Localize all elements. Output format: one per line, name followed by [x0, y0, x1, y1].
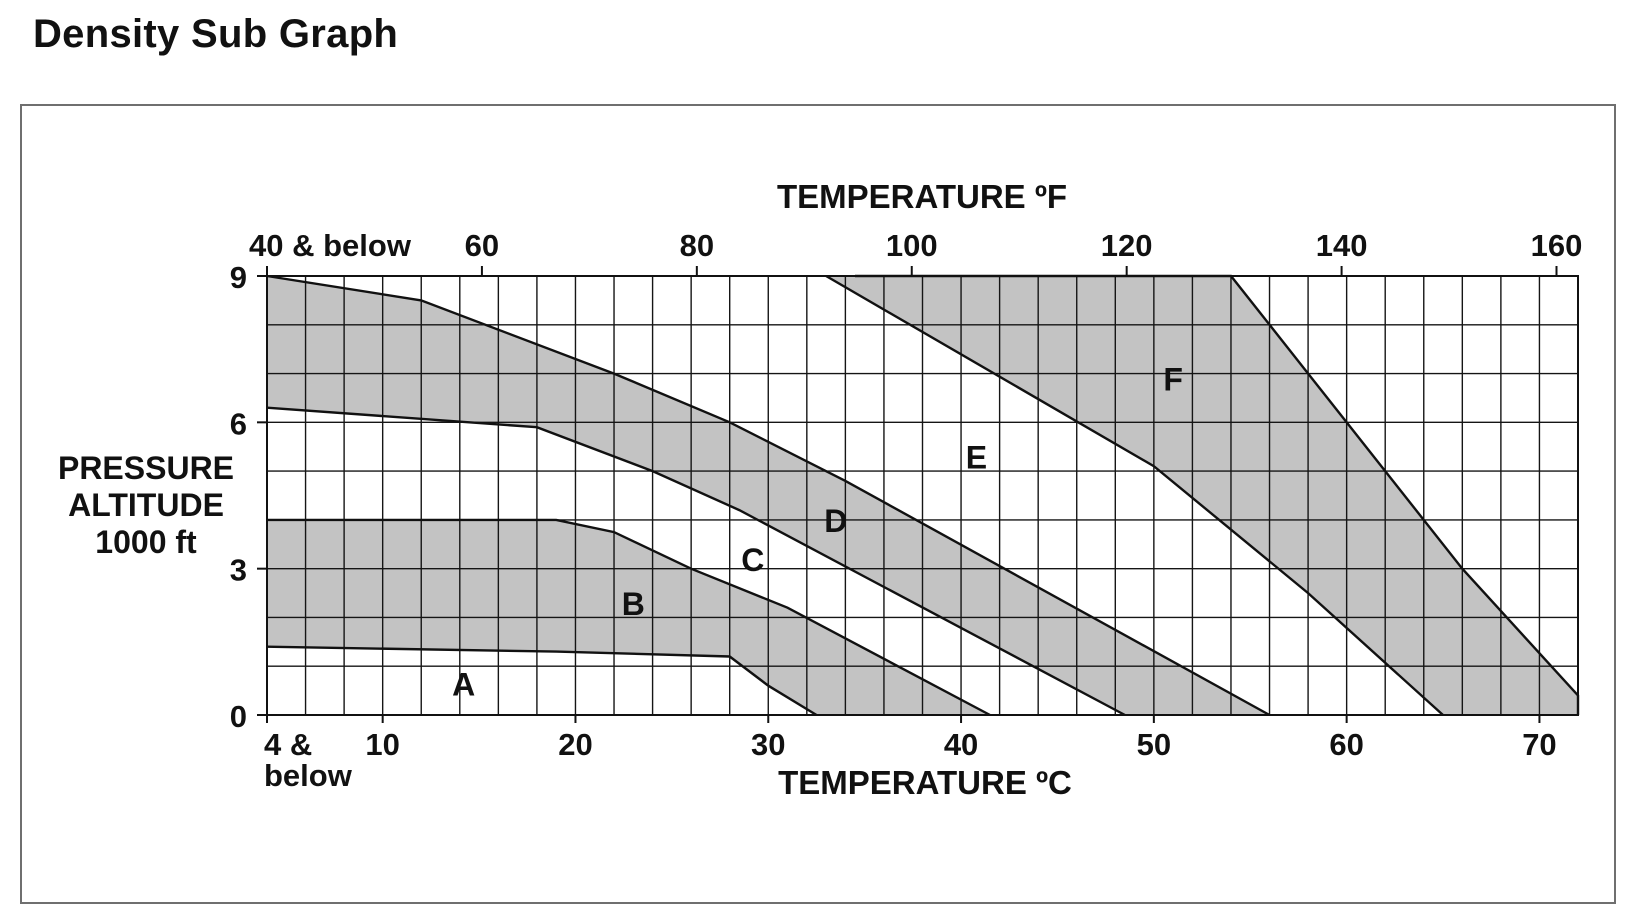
- bottom-axis-tick-label: 10: [365, 727, 400, 762]
- bottom-axis-tick-label: below: [264, 758, 352, 793]
- bottom-axis-tick-label: 70: [1522, 727, 1557, 762]
- top-axis-tick-label: 80: [679, 228, 715, 263]
- region-label-d: D: [824, 502, 848, 539]
- top-axis-tick-label: 140: [1315, 228, 1368, 263]
- y-axis-tick-label: 3: [229, 552, 247, 588]
- top-axis-tick-label: 120: [1100, 228, 1153, 263]
- top-axis-tick-label: 40 & below: [249, 228, 411, 263]
- top-axis-title: TEMPERATURE ºF: [776, 178, 1068, 215]
- region-label-a: A: [452, 666, 476, 703]
- top-axis-tick-label: 100: [885, 228, 938, 263]
- y-axis-tick-label: 6: [229, 406, 247, 442]
- region-label-e: E: [965, 439, 988, 476]
- bottom-axis-tick-label: 30: [751, 727, 786, 762]
- y-axis-tick-label: 9: [229, 260, 247, 295]
- bottom-axis-tick-label: 60: [1329, 727, 1364, 762]
- region-label-f: F: [1163, 361, 1183, 398]
- y-axis-title-line: 1000 ft: [95, 524, 197, 560]
- y-axis-tick-label: 0: [229, 699, 247, 734]
- bottom-axis-tick-label: 50: [1136, 727, 1172, 762]
- bottom-axis-tick-label: 4 &: [264, 727, 313, 762]
- region-label-c: C: [741, 541, 765, 578]
- region-label-b: B: [621, 585, 645, 622]
- y-axis-title-line: ALTITUDE: [68, 487, 224, 523]
- bottom-axis-title: TEMPERATURE ºC: [778, 764, 1072, 801]
- y-axis-title-line: PRESSURE: [57, 450, 235, 486]
- page-title: Density Sub Graph: [33, 12, 399, 56]
- bottom-axis-tick-label: 40: [943, 727, 979, 762]
- bottom-axis-tick-label: 20: [558, 727, 593, 762]
- top-axis-tick-label: 160: [1530, 228, 1583, 263]
- top-axis-tick-label: 60: [464, 228, 500, 263]
